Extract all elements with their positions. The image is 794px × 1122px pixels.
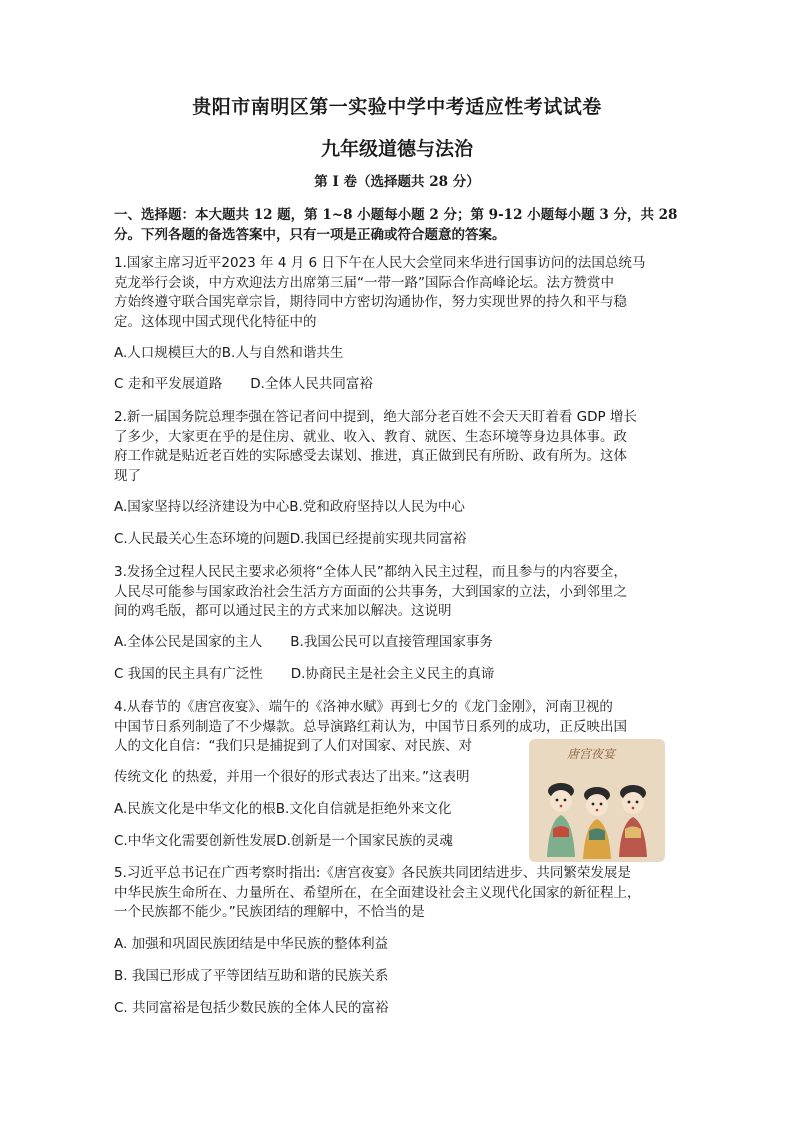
- question-line: 1.国家主席习近平2023 年 4 月 6 日下午在人民大会堂同来华进行国事访问的法国总统马: [114, 255, 646, 271]
- question-line: 人的文化自信：“我们只是捕捉到了人们对国家、对民族、对: [114, 738, 472, 754]
- q4-options-row-1: [114, 800, 451, 819]
- q2-option-d: D.我国已经提前实现共同富裕: [289, 531, 467, 547]
- q3-option-b: B.我国公民可以直接管理国家事务: [290, 634, 493, 650]
- question-line: 5.习近平总书记在广西考察时指出:《唐宫夜宴》各民族共同团结进步、共同繁荣发展是: [114, 865, 631, 881]
- q4-option-b: B.文化自信就是拒绝外来文化: [275, 801, 452, 817]
- question-line: 中国节日系列制造了不少爆款。总导演路红莉认为，中国节日系列的成功，正反映出国: [114, 718, 627, 735]
- question-line: 克龙举行会谈，中方欢迎法方出席第三届“一带一路”国际合作高峰论坛。法方赞赏中: [114, 274, 614, 291]
- question-line: 府工作就是贴近老百姓的实际感受去谋划、推进，真正做到民有所盼、政有所为。这体: [114, 448, 627, 464]
- illustration-caption: 唐宫夜宴: [567, 747, 616, 761]
- question-line: 3.发扬全过程人民民主要求必须将“全体人民”都纳入民主过程，而且参与的内容要全，: [114, 564, 627, 580]
- question-line: 中华民族生命所在、力量所在、希望所在，在全面建设社会主义现代化国家的新征程上，: [114, 884, 641, 901]
- question-line: 定。这体现中国式现代化特征中的: [114, 313, 317, 330]
- q2-options-row-2: [114, 530, 466, 549]
- q2-options-row-1: [114, 498, 465, 517]
- question-4-cont: [114, 768, 524, 788]
- q4-option-c: C.中华文化需要创新性发展: [114, 833, 277, 849]
- q5-option-c: C. 共同富裕是包括少数民族的全体人民的富裕: [114, 1000, 389, 1016]
- section-instructions: [114, 205, 684, 245]
- q1-option-d: D.全体人民共同富裕: [250, 376, 373, 392]
- q5-option-a: A. 加强和巩固民族团结是中华民族的整体利益: [114, 936, 389, 952]
- question-3: [114, 563, 686, 622]
- section-line-2: 分。下列各题的备选答案中，只有一项是正确或符合题意的答案。: [114, 227, 506, 243]
- q1-option-c: C 走和平发展道路: [114, 376, 223, 392]
- q1-options-row-1: [114, 344, 343, 363]
- q2-option-c: C.人民最关心生态环境的问题: [114, 531, 290, 547]
- question-line: 传统文化 的热爱，并用一个很好的形式表达了出来。”这表明: [114, 769, 470, 785]
- q4-options-row-2: [114, 832, 453, 851]
- q2-option-b: B.党和政府坚持以人民为中心: [289, 499, 465, 515]
- q1-option-a: A.人口规模巨大的: [114, 345, 222, 361]
- dancers-icon: [529, 739, 665, 862]
- q3-options-row-1: [114, 633, 493, 652]
- q1-option-b: B.人与自然和谐共生: [221, 345, 344, 361]
- q4-option-d: D.创新是一个国家民族的灵魂: [276, 833, 453, 849]
- question-line: 2.新一届国务院总理李强在答记者问中提到，绝大部分老百姓不会天天盯着看 GDP 增长: [114, 409, 637, 425]
- question-2: [114, 408, 686, 486]
- q5-option-b: B. 我国已形成了平等团结互助和谐的民族关系: [114, 968, 389, 984]
- q3-options-row-2: [114, 665, 494, 684]
- exam-part: 第 I 卷（选择题共 28 分）: [314, 174, 480, 190]
- question-line: 人民尽可能参与国家政治社会生活方方面面的公共事务，大到国家的立法，小到邻里之: [114, 583, 627, 600]
- question-line: 4.从春节的《唐宫夜宴》、端午的《洛神水赋》再到七夕的《龙门金刚》，河南卫视的: [114, 699, 613, 715]
- q3-option-d: D.协商民主是社会主义民主的真谛: [290, 666, 495, 682]
- question-line: 方始终遵守联合国宪章宗旨，期待同中方密切沟通协作，努力实现世界的持久和平与稳: [114, 294, 627, 310]
- section-line-1: 一、选择题：本大题共 12 题，第 1~8 小题每小题 2 分；第 9-12 小题每小题 3 分，共 28: [114, 207, 678, 223]
- question-line: 了多少，大家更在乎的是住房、就业、收入、教育、就医、生态环境等身边具体事。政: [114, 428, 627, 445]
- question-line: 间的鸡毛版，都可以通过民主的方式来加以解决。这说明: [114, 603, 452, 619]
- question-1: [114, 254, 686, 332]
- q4-option-a: A.民族文化是中华文化的根: [114, 801, 276, 817]
- q3-option-c: C 我国的民主具有广泛性: [114, 666, 263, 682]
- exam-subtitle: 九年级道德与法治: [320, 138, 473, 160]
- q1-options-row-2: [114, 375, 373, 394]
- question-line: 现了: [114, 467, 141, 484]
- q2-option-a: A.国家坚持以经济建设为中心: [114, 499, 290, 515]
- question-line: 一个民族都不能少。”民族团结的理解中，不恰当的是: [114, 904, 425, 920]
- tang-palace-illustration: [529, 739, 665, 862]
- q3-option-a: A.全体公民是国家的主人: [114, 634, 263, 650]
- question-5: [114, 864, 686, 923]
- exam-title: 贵阳市南明区第一实验中学中考适应性考试试卷: [192, 96, 602, 118]
